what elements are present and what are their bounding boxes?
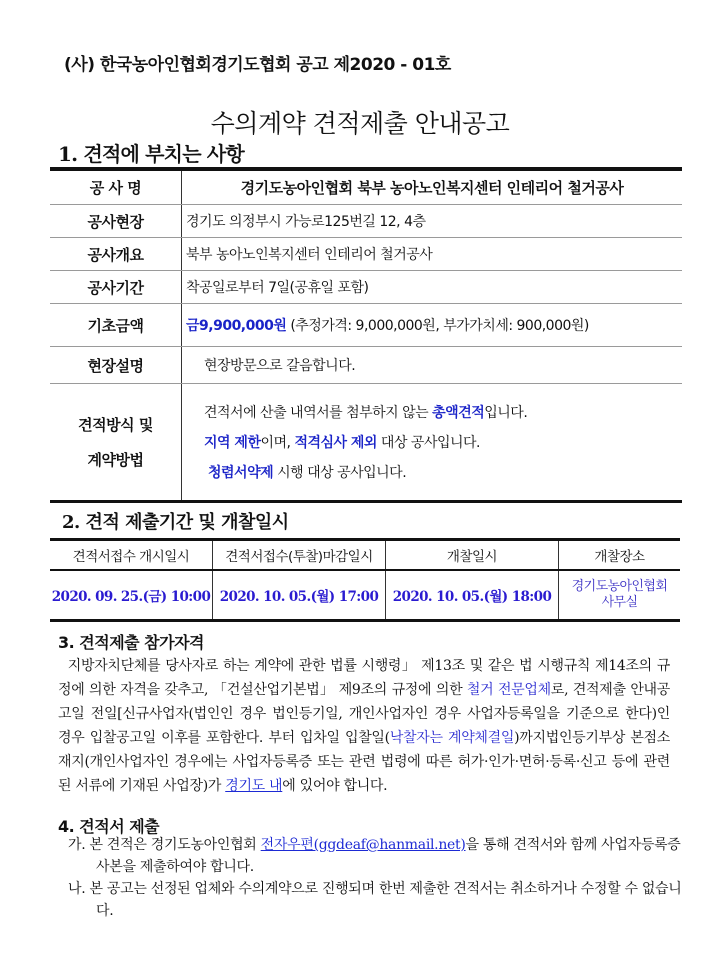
value-base-price [182,304,683,347]
page-title: 수의계약 견적제출 안내공고 [210,109,510,138]
section4-title: 4. 견적서 제출 [58,817,160,836]
email-link[interactable]: 전자우편(ggdeaf@hanmail.net) [260,837,466,853]
place-line1: 경기도농아인협회 [571,579,668,594]
eligibility-text-2: 로, 견적제출 안내공고일 전일[신규사업자(법인인 경우 법인등기일, 개인사업자인 경우 사업자등록일을 기준으로 한다)인 경우 입찰공고일 이후를 포함한다. 부터 입차일 입찰일( [58,682,670,746]
method-line1-text: 견적서에 산출 내역서를 첨부하지 않는 [204,405,433,421]
eligibility-text-4: 에 있어야 합니다. [282,778,388,794]
table-row-outline [50,238,682,271]
label-site-explanation: 현장설명 [50,347,182,384]
label-site: 공사현장 [50,205,182,238]
method-line2-post: 대상 공사입니다. [376,435,480,451]
base-price-amount: 금9,900,000원 [186,318,287,334]
value-project-name: 경기도농아인협회 북부 농아노인복지센터 인테리어 철거공사 [182,169,683,205]
table-row-site [50,205,682,238]
header-start: 견적서접수 개시일시 [50,540,213,571]
value-method [182,384,683,502]
bid-details-table [50,167,682,503]
label-project-name: 공 사 명 [50,169,182,205]
value-outline: 북부 농아노인복지센터 인테리어 철거공사 [182,238,683,271]
eligibility-text-3: )까지법인등기부상 본점소재지(개인사업자인 경우에는 사업자등록증 또는 관련 법령에 따른 허가·인가·면허·등록·신고 등에 관련된 서류에 기재된 사업장)가 [58,730,670,794]
item-ga-post: 을 통해 견적서와 함께 사업자등록증 사본을 제출하여야 합니다. [96,837,681,875]
eligibility-text-1: 지방자치단체를 당사자로 하는 계약에 관한 법률 시행령」 제13조 및 같은 법 시행규칙 제14조의 규정에 의한 자격을 갖추고, 「건설산업기본법」 제9조의 규정에 의한 [58,658,670,698]
method-line-2 [204,432,678,452]
schedule-header-row [50,540,680,571]
gyeonggi-link[interactable]: 경기도 내 [225,778,283,794]
method-line2-highlight2: 적격심사 제외 [294,435,377,451]
label-method [50,384,182,502]
value-start: 2020. 09. 25.(금) 10:00 [50,570,213,621]
schedule-table [50,538,680,622]
submission-list [58,834,688,922]
value-deadline: 2020. 10. 05.(월) 17:00 [213,570,386,621]
value-site-explanation [182,347,683,384]
label-period: 공사기간 [50,271,182,304]
value-place [559,570,681,621]
value-opening: 2020. 10. 05.(월) 18:00 [386,570,559,621]
schedule-value-row [50,570,680,621]
method-line3-highlight: 청렴서약제 [208,465,274,481]
table-row-base-price [50,304,682,347]
label-outline: 공사개요 [50,238,182,271]
table-row-site-explanation [50,347,682,384]
method-line3-post: 시행 대상 공사입니다. [273,465,407,481]
table-row-period [50,271,682,304]
eligibility-highlight-demolition: 철거 전문업체 [466,682,551,698]
table-row-method [50,384,682,502]
header-place: 개찰장소 [559,540,681,571]
section3-title: 3. 견적제출 참가자격 [58,633,204,652]
label-base-price: 기초금액 [50,304,182,347]
section1-title: 1. 견적에 부치는 사항 [58,142,244,166]
document-number: (사) 한국농아인협회경기도협회 공고 제2020 - 01호 [64,55,451,75]
method-line-1 [204,402,678,422]
label-method-line1: 견적방식 및 [78,416,153,434]
method-line1-highlight: 총액견적 [432,405,485,421]
section2-title: 2. 견적 제출기간 및 개찰일시 [62,512,289,533]
value-period: 착공일로부터 7일(공휴일 포함) [182,271,683,304]
label-method-line2: 계약방법 [87,451,144,469]
method-line2-highlight1: 지역 제한 [204,435,261,451]
method-line2-mid: 이며, [260,435,295,451]
header-opening: 개찰일시 [386,540,559,571]
list-item-na: 나. 본 공고는 선정된 업체와 수의계약으로 진행되며 한번 제출한 견적서는 취소하거나 수정할 수 없습니다. [68,881,682,919]
eligibility-paragraph [58,654,670,798]
item-ga-text: 가. 본 견적은 경기도농아인협회 [68,837,261,853]
base-price-detail: (추정가격: 9,000,000원, 부가가치세: 900,000원) [286,318,589,334]
place-line2: 사무실 [601,595,638,610]
eligibility-highlight-contract-date: 낙찰자는 계약체결일 [389,730,515,746]
table-row-project-name [50,169,682,205]
method-line1-post: 입니다. [484,405,528,421]
method-line-3 [208,462,678,482]
site-explanation-text: 현장방문으로 갈음합니다. [204,358,356,374]
value-site: 경기도 의정부시 가능로125번길 12, 4층 [182,205,683,238]
list-item-ga [58,834,688,878]
header-deadline: 견적서접수(투찰)마감일시 [213,540,386,571]
